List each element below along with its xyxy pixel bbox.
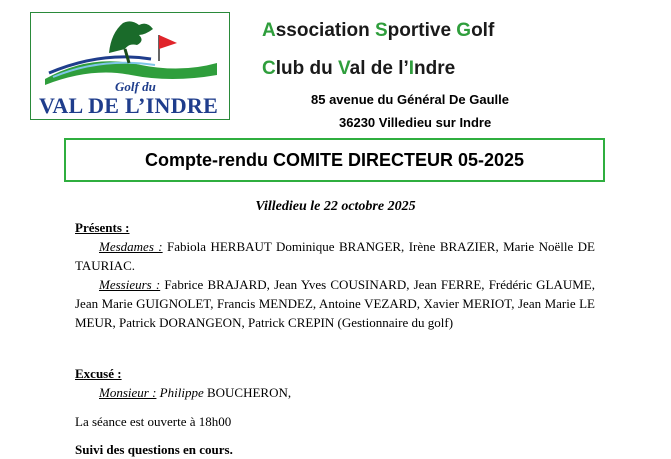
word-rest: ssociation [275, 20, 375, 41]
address-street: 85 avenue du Général De Gaulle [311, 92, 509, 107]
letter-cap: V [338, 58, 350, 79]
monsieur-label: Monsieur : [99, 385, 157, 400]
excuse-heading: Excusé : [75, 366, 122, 381]
logo-text-small: Golf du [115, 79, 156, 94]
letter-cap: I [408, 58, 415, 79]
letter-cap: C [262, 58, 276, 79]
suivi-line: Suivi des questions en cours. [75, 442, 233, 457]
association-name-line2 [262, 58, 455, 80]
messieurs-names: Fabrice BRAJARD, Jean Yves COUSINARD, Jean FERRE, Frédéric GLAUME, Jean Marie GUIGNOLET, Francis MENDEZ, Antoine VEZARD, Xavier MERIOT, Jean Marie LE MEUR, Patrick DORANGEON, Patrick CREPIN (Gestionnaire du golf) [75, 277, 595, 330]
messieurs-paragraph [75, 275, 595, 332]
document-title: Compte-rendu COMITE DIRECTEUR 05-2025 [64, 138, 605, 182]
letter-cap: S [374, 20, 388, 41]
logo-text-big: VAL DE L’INDRE [39, 93, 219, 118]
messieurs-label: Messieurs : [99, 277, 161, 292]
club-logo [30, 12, 230, 120]
address-city: 36230 Villedieu sur Indre [339, 115, 492, 130]
letter-cap: A [262, 20, 276, 41]
mesdames-names: Fabiola HERBAUT Dominique BRANGER, Irène BRAZIER, Marie Noëlle DE TAURIAC. [75, 239, 595, 273]
mesdames-paragraph [75, 237, 595, 275]
document-date: Villedieu le 22 octobre 2025 [255, 199, 416, 214]
monsieur-line [75, 383, 595, 402]
monsieur-surname: BOUCHERON, [203, 385, 292, 400]
monsieur-name: Philippe [159, 385, 204, 400]
word-rest: lub du [275, 58, 338, 79]
word-rest: al de l’ [349, 58, 409, 79]
presents-section [75, 218, 595, 332]
letter-cap: G [456, 20, 472, 41]
mesdames-label: Mesdames : [99, 239, 163, 254]
word-rest: portive [387, 20, 457, 41]
association-name-line1 [262, 20, 494, 42]
word-rest: olf [471, 20, 495, 41]
word-rest: ndre [414, 58, 456, 79]
excuse-section [75, 364, 595, 402]
presents-heading: Présents : [75, 220, 130, 235]
seance-line: La séance est ouverte à 18h00 [75, 414, 232, 429]
